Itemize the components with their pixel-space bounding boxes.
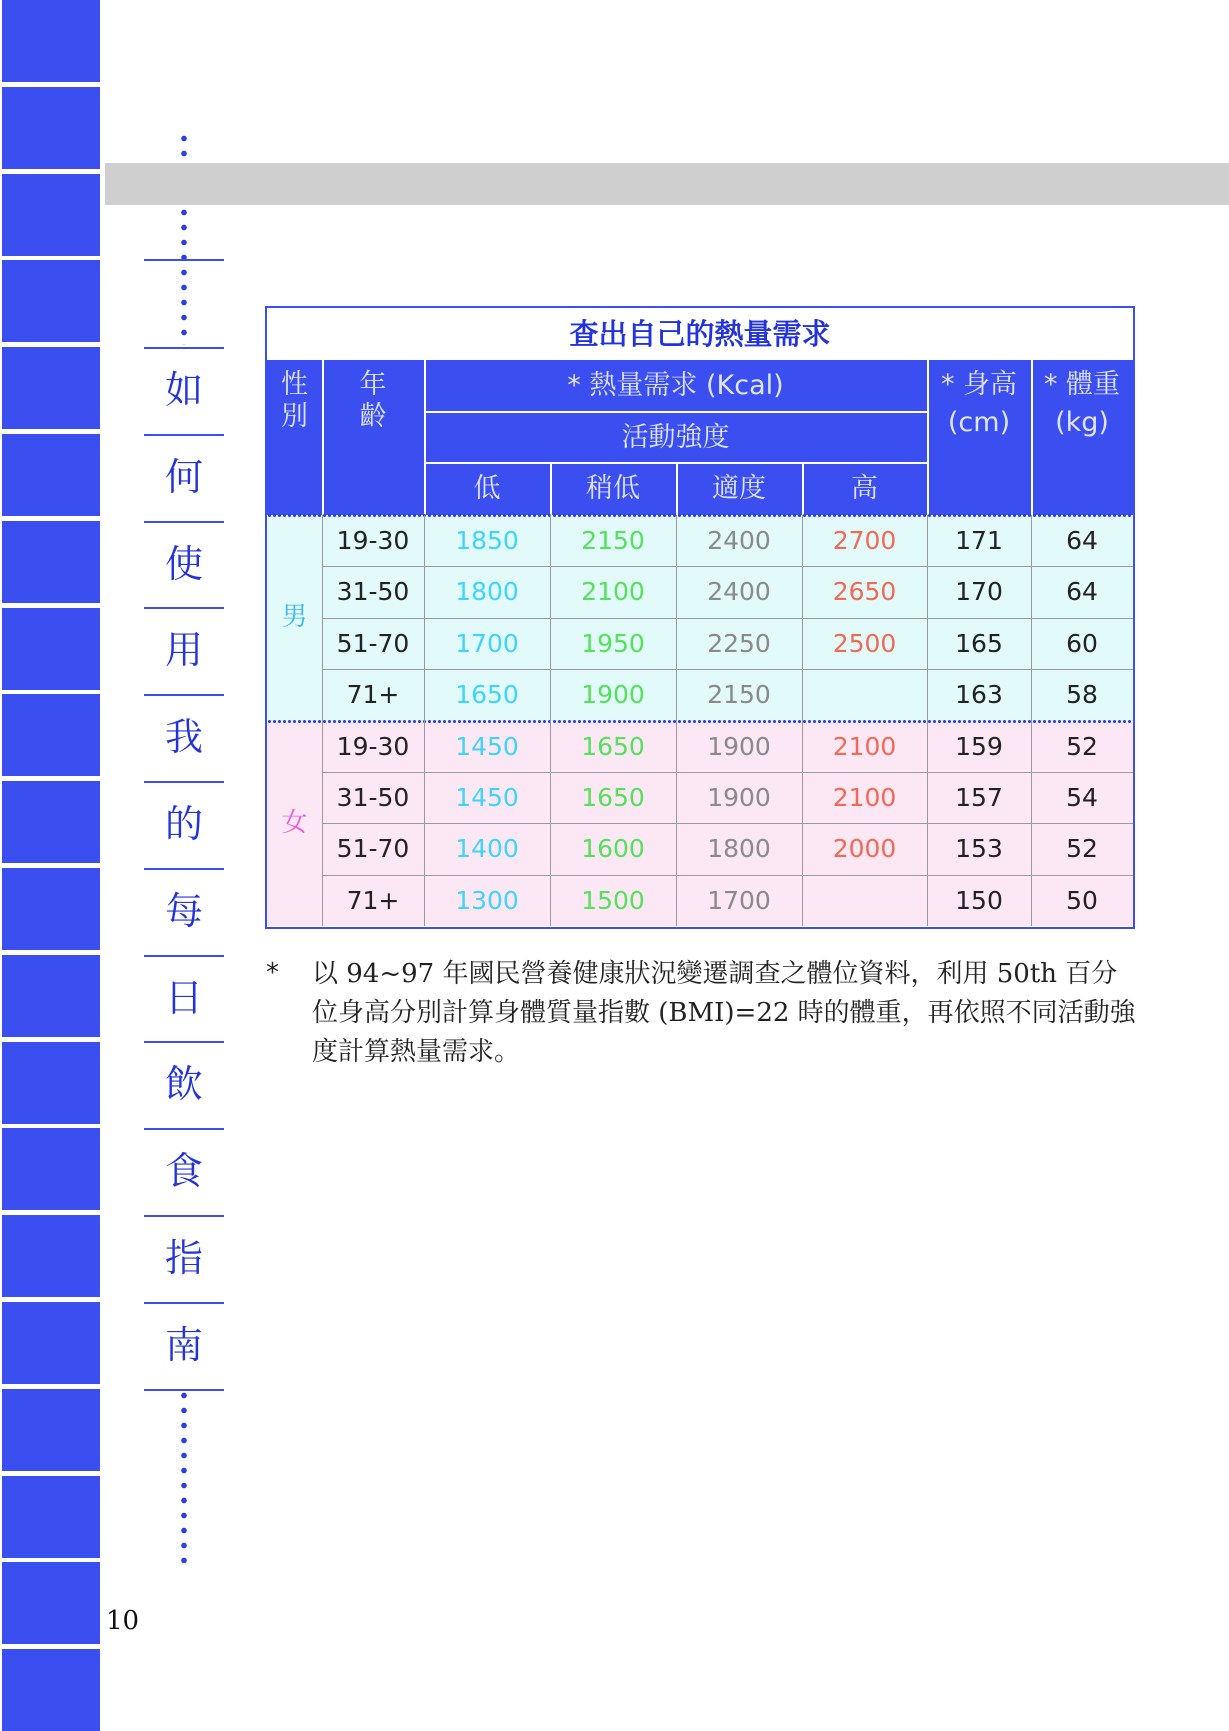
table-cell-age: 31-50 xyxy=(336,783,410,812)
table-cell-height: 165 xyxy=(955,628,1003,658)
sex-label-female: 女 xyxy=(281,807,308,838)
strip-block xyxy=(2,1562,100,1644)
title-divider xyxy=(144,1302,224,1304)
header-age-2: 齡 xyxy=(359,401,387,432)
table-cell-slightly_low: 1650 xyxy=(581,783,645,812)
table-cell-high: 2000 xyxy=(832,834,897,864)
table-cell-moderate: 1800 xyxy=(707,834,771,864)
title-divider xyxy=(144,781,224,783)
table-cell-height: 170 xyxy=(955,577,1003,607)
table-cell-slightly_low: 2150 xyxy=(581,526,645,555)
table-cell-height: 171 xyxy=(955,526,1003,555)
header-height-2: (cm) xyxy=(947,407,1011,438)
table-cell-weight: 60 xyxy=(1066,628,1098,658)
title-char: 用 xyxy=(164,628,203,673)
title-char: 我 xyxy=(164,715,203,760)
note-asterisk: * xyxy=(266,958,279,988)
table-cell-high: 2700 xyxy=(832,526,897,555)
page-number: 10 xyxy=(106,1606,140,1636)
title-divider xyxy=(144,694,224,696)
title-divider xyxy=(144,347,224,349)
header-height-1: * 身高 xyxy=(940,369,1018,400)
table-cell-low: 1300 xyxy=(455,885,519,915)
strip-block xyxy=(2,781,100,863)
table-cell-low: 1450 xyxy=(455,731,519,761)
header-level: 適度 xyxy=(712,473,766,504)
header-level: 稍低 xyxy=(586,473,640,504)
strip-block xyxy=(2,1649,100,1731)
title-divider xyxy=(144,1041,224,1043)
title-char: 食 xyxy=(164,1149,203,1194)
table-cell-weight: 58 xyxy=(1066,680,1098,710)
table-cell-slightly_low: 1600 xyxy=(581,834,645,864)
calorie-table xyxy=(265,306,1135,929)
table-cell-moderate: 2400 xyxy=(707,526,771,555)
header-weight-2: (kg) xyxy=(1055,407,1109,438)
footnote: 以 94~97 年國民營養健康狀況變遷調查之體位資料，利用 50th 百分位身高分別計算身體質量指數 (BMI)=22 時的體重，再依照不同活動強度計算熱量需求。 xyxy=(312,959,1136,1067)
dotted-line-top-1 xyxy=(181,131,187,161)
title-char: 每 xyxy=(164,888,203,933)
strip-block xyxy=(2,260,100,342)
column-divider xyxy=(1031,515,1032,926)
table-cell-height: 153 xyxy=(955,834,1003,864)
column-divider xyxy=(676,515,677,926)
title-divider xyxy=(144,1215,224,1217)
table-cell-slightly_low: 1650 xyxy=(581,731,645,761)
header-age-1: 年 xyxy=(359,369,387,400)
table-cell-weight: 52 xyxy=(1066,731,1098,761)
strip-block xyxy=(2,174,100,256)
strip-block xyxy=(2,434,100,516)
table-cell-slightly_low: 1950 xyxy=(581,628,645,658)
strip-block xyxy=(2,868,100,950)
left-color-strip xyxy=(0,0,100,1701)
table-cell-low: 1800 xyxy=(455,577,519,607)
strip-block xyxy=(2,521,100,603)
title-char: 使 xyxy=(164,541,203,586)
table-cell-height: 150 xyxy=(955,885,1003,915)
title-divider xyxy=(144,1128,224,1130)
table-cell-low: 1850 xyxy=(455,526,519,555)
column-divider xyxy=(550,515,551,926)
column-divider xyxy=(802,515,803,926)
title-divider xyxy=(144,607,224,609)
table-cell-high: 2100 xyxy=(832,783,897,812)
strip-block xyxy=(2,1302,100,1384)
title-divider xyxy=(144,955,224,957)
table-cell-height: 159 xyxy=(955,731,1003,761)
strip-block xyxy=(2,1042,100,1124)
table-title: 查出自己的熱量需求 xyxy=(267,308,1133,360)
table-cell-age: 51-70 xyxy=(336,628,410,658)
table-cell-age: 31-50 xyxy=(336,577,410,607)
table-cell-moderate: 1900 xyxy=(707,731,771,761)
table-cell-height: 157 xyxy=(955,783,1003,812)
table-cell-age: 71+ xyxy=(346,680,400,710)
table-cell-weight: 52 xyxy=(1066,834,1098,864)
strip-block xyxy=(2,0,100,82)
table-cell-slightly_low: 2100 xyxy=(581,577,645,607)
column-divider xyxy=(927,515,928,926)
title-char: 飲 xyxy=(164,1062,203,1107)
table-cell-weight: 64 xyxy=(1066,526,1098,555)
title-char: 日 xyxy=(164,975,203,1020)
header-band xyxy=(105,163,1229,205)
table-cell-age: 71+ xyxy=(346,885,400,915)
table-cell-age: 19-30 xyxy=(336,731,410,761)
table-cell-low: 1700 xyxy=(455,628,519,658)
strip-block xyxy=(2,347,100,429)
dotted-line-bottom xyxy=(181,1388,187,1563)
table-cell-high xyxy=(802,669,927,720)
table-cell-slightly_low: 1900 xyxy=(581,680,645,710)
column-divider xyxy=(424,515,425,926)
title-char: 的 xyxy=(164,802,203,846)
title-divider xyxy=(144,259,224,261)
column-divider xyxy=(322,515,323,926)
strip-block xyxy=(2,955,100,1037)
table-cell-low: 1650 xyxy=(455,680,519,710)
strip-block xyxy=(2,1476,100,1558)
header-sex-2: 別 xyxy=(281,401,308,432)
table-cell-moderate: 2250 xyxy=(707,628,771,658)
table-cell-height: 163 xyxy=(955,680,1003,710)
title-divider xyxy=(144,434,224,436)
table-cell-moderate: 2150 xyxy=(707,680,771,710)
sex-label-male: 男 xyxy=(281,602,308,632)
header-weight-1: * 體重 xyxy=(1043,369,1121,400)
table-cell-weight: 50 xyxy=(1066,885,1098,915)
title-divider xyxy=(144,521,224,523)
header-level: 低 xyxy=(473,473,501,504)
table-cell-low: 1400 xyxy=(455,834,519,864)
title-divider xyxy=(144,1389,224,1391)
table-cell-slightly_low: 1500 xyxy=(581,885,645,915)
title-char: 南 xyxy=(164,1322,203,1367)
table-cell-moderate: 1900 xyxy=(707,783,771,812)
table-cell-moderate: 2400 xyxy=(707,577,771,607)
table-cell-high xyxy=(802,875,927,926)
strip-block xyxy=(2,1215,100,1297)
table-cell-low: 1450 xyxy=(455,783,519,812)
strip-block xyxy=(2,694,100,776)
header-kcal: * 熱量需求 (Kcal) xyxy=(567,370,784,401)
title-char: 何 xyxy=(164,454,203,499)
table-cell-weight: 54 xyxy=(1066,783,1098,812)
table-cell-high: 2100 xyxy=(832,731,897,761)
table-cell-age: 19-30 xyxy=(336,526,410,555)
strip-block xyxy=(2,1128,100,1210)
title-char: 如 xyxy=(164,368,203,412)
strip-block xyxy=(2,608,100,690)
strip-block xyxy=(2,87,100,169)
table-cell-high: 2500 xyxy=(832,628,897,658)
table-cell-moderate: 1700 xyxy=(707,885,771,915)
title-divider xyxy=(144,868,224,870)
table-cell-age: 51-70 xyxy=(336,834,410,864)
header-level: 高 xyxy=(851,473,878,504)
title-char: 指 xyxy=(164,1236,203,1280)
header-intensity: 活動強度 xyxy=(621,422,730,453)
table-cell-high: 2650 xyxy=(832,577,897,607)
table-cell-weight: 64 xyxy=(1066,577,1098,607)
dotted-line-top-2 xyxy=(181,205,187,345)
header-sex-1: 性 xyxy=(281,369,308,400)
strip-block xyxy=(2,1389,100,1471)
